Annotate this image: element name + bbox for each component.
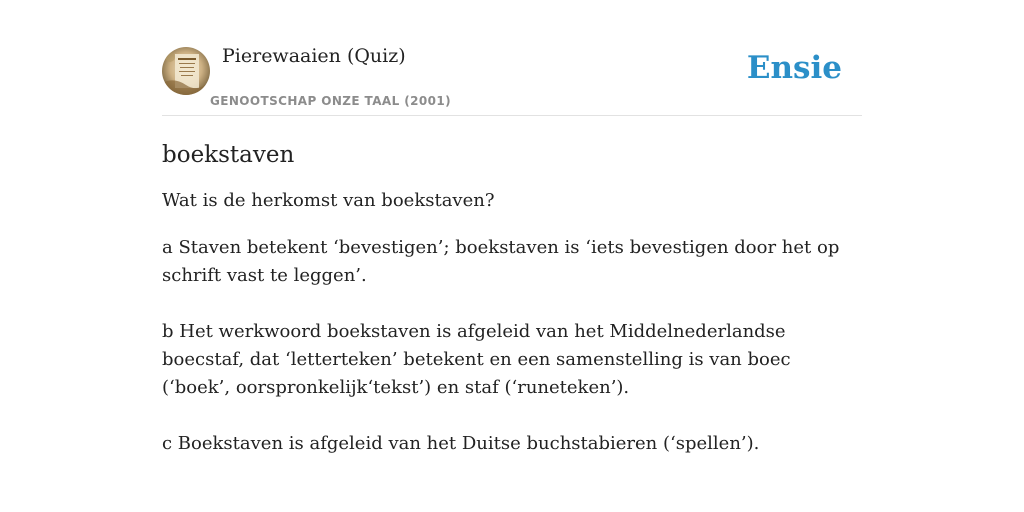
answer-option-a: a Staven betekent ‘bevestigen’; boekstaven is ‘iets bevestigen door het op schrift vast te leggen’. [162,237,840,286]
ensie-logo-link[interactable]: Ensie [746,50,842,86]
entry-content [162,140,862,458]
book-cover-icon[interactable] [162,47,210,95]
source-title[interactable]: Pierewaaien (Quiz) [222,45,406,67]
answer-option-b: b Het werkwoord boekstaven is afgeleid van het Middelnederlandse boecstaf, dat ‘letterteken’ betekent en een samenstelling is van boec (‘boek’, oorspronkelijk‘tekst’) en staf (‘runeteken’). [162,321,791,398]
entry-title: boekstaven [162,142,295,168]
source-subtitle: GENOOTSCHAP ONZE TAAL (2001) [210,94,451,108]
entry-header [162,0,862,116]
quiz-question: Wat is de herkomst van boekstaven? [162,190,495,211]
answer-option-c: c Boekstaven is afgeleid van het Duitse buchstabieren (‘spellen’). [162,433,760,454]
entry-card [162,0,862,458]
